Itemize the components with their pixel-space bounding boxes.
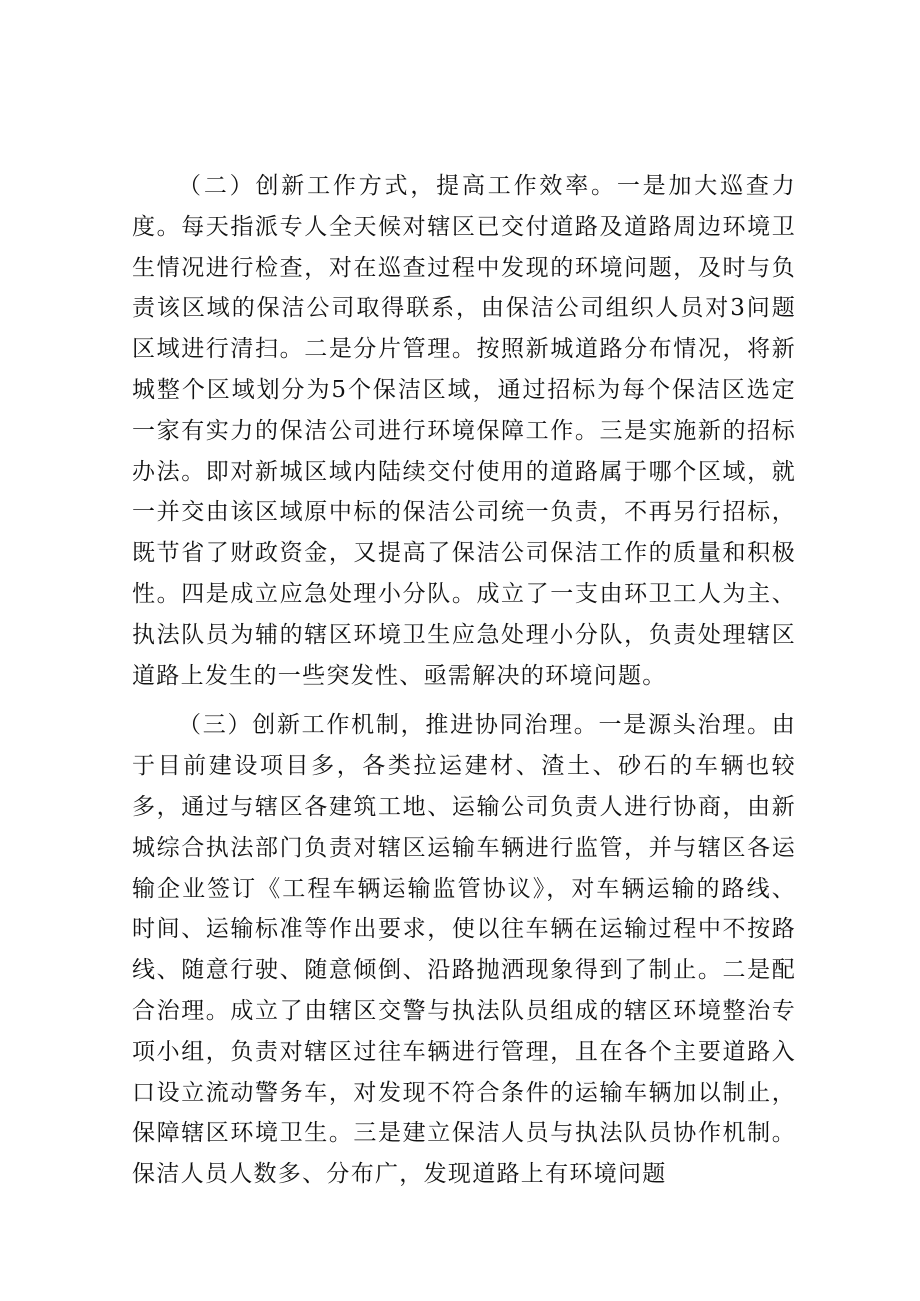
paragraph-innovate-work-mechanism: （三）创新工作机制，推进协同治理。一是源头治理。由于目前建设项目多，各类拉运建材、渣土、砂石的车辆也较多，通过与辖区各建筑工地、运输公司负责人进行协商，由新城综合执法部门负责对辖区运输车辆进行监管，并与辖区各运输企业签订《工程车辆运输监管协议》，对车辆运输的路线、时间、运输标准等作出要求，使以往车辆在运输过程中不按路线、随意行驶、随意倾倒、沿路抛洒现象得到了制止。二是配合治理。成立了由辖区交警与执法队员组成的辖区环境整治专项小组，负责对辖区过往车辆进行管理，且在各个主要道路入口设立流动警务车，对发现不符合条件的运输车辆加以制止，保障辖区环境卫生。三是建立保洁人员与执法队员协作机制。保洁人员人数多、分布广，发现道路上有环境问题 <box>132 712 796 1188</box>
document-body <box>132 166 796 1195</box>
paragraph-innovate-work-methods: （二）创新工作方式，提高工作效率。一是加大巡查力度。每天指派专人全天候对辖区已交付道路及道路周边环境卫生情况进行检查，对在巡查过程中发现的环境问题，及时与负责该区域的保洁公司取得联系，由保洁公司组织人员对3问题区域进行清扫。二是分片管理。按照新城道路分布情况，将新城整个区域划分为5个保洁区域，通过招标为每个保洁区选定一家有实力的保洁公司进行环境保障工作。三是实施新的招标办法。即对新城区域内陆续交付使用的道路属于哪个区域，就一并交由该区域原中标的保洁公司统一负责，不再另行招标，既节省了财政资金，又提高了保洁公司保洁工作的质量和积极性。四是成立应急处理小分队。成立了一支由环卫工人为主、执法队员为辅的辖区环境卫生应急处理小分队，负责处理辖区道路上发生的一些突发性、亟需解决的环境问题。 <box>132 173 796 689</box>
